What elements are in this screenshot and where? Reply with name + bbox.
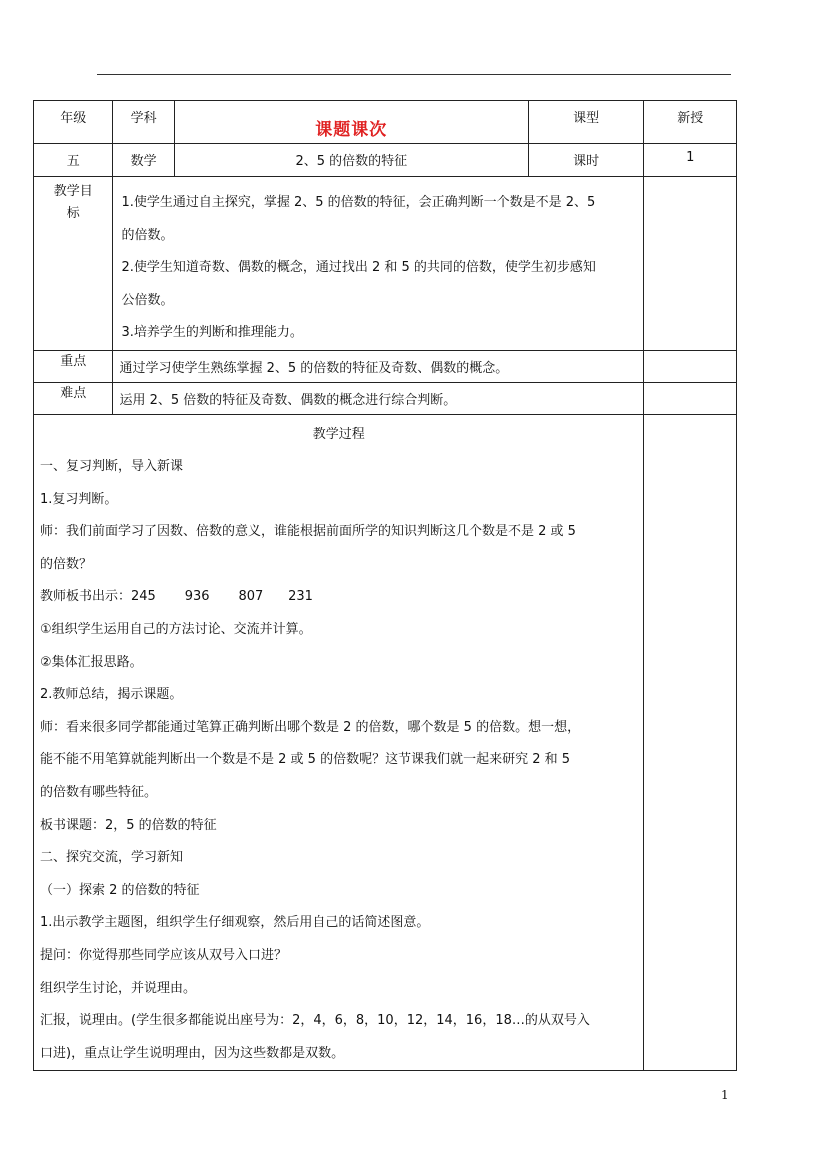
key-text-cell	[113, 350, 644, 382]
type-value: 新授	[677, 111, 704, 126]
diff-label-cell	[34, 382, 113, 414]
hours-label: 课时	[573, 154, 600, 169]
process-line: 的倍数有哪些特征。	[40, 785, 158, 801]
grade-label-cell	[34, 101, 113, 144]
difficulty-label: 难点	[60, 385, 87, 401]
process-line: （一）探索 2 的倍数的特征	[40, 882, 200, 898]
key-point-text: 通过学习使学生熟练掌握 2、5 的倍数的特征及奇数、偶数的概念。	[119, 360, 509, 376]
topic-cell	[174, 144, 528, 177]
goals-side-cell	[644, 177, 737, 351]
process-content	[34, 415, 643, 1071]
page-number: 1	[721, 1088, 729, 1102]
topic-title-cell	[174, 101, 528, 144]
header-row	[34, 101, 737, 144]
grade-label: 年级	[60, 111, 87, 126]
key-label-cell	[34, 350, 113, 382]
diff-text-cell	[113, 382, 644, 414]
goals-text-cell	[113, 177, 644, 351]
goals-label-cell	[34, 177, 113, 351]
difficulty-text: 运用 2、5 倍数的特征及奇数、偶数的概念进行综合判断。	[119, 392, 457, 408]
key-point-row	[34, 350, 737, 382]
hours-cell	[644, 144, 737, 177]
process-line: 1.出示教学主题图，组织学生仔细观察，然后用自己的话简述图意。	[40, 915, 430, 931]
type-value-cell	[644, 101, 737, 144]
process-line: ②集体汇报思路。	[40, 654, 143, 670]
hours-value: 1	[686, 150, 695, 165]
grade-value: 五	[66, 154, 80, 169]
process-line: 汇报，说理由。(学生很多都能说出座号为：2，4，6，8，10，12，14，16，18…的从双号入	[40, 1013, 590, 1029]
process-line: 二、探究交流，学习新知	[40, 850, 184, 866]
process-line: 1.复习判断。	[40, 491, 118, 507]
info-row	[34, 144, 737, 177]
process-cell	[34, 414, 644, 1071]
process-line: 师：我们前面学习了因数、倍数的意义，谁能根据前面所学的知识判断这几个数是不是 2 或 5	[40, 524, 576, 540]
process-line: 的倍数？	[40, 556, 93, 572]
goal-line: 3.培养学生的判断和推理能力。	[121, 325, 303, 340]
subject-label: 学科	[130, 111, 157, 126]
goal-line: 2.使学生知道奇数、偶数的概念，通过找出 2 和 5 的共同的倍数，使学生初步感知	[121, 260, 596, 275]
difficulty-row	[34, 382, 737, 414]
diff-side-cell	[644, 382, 737, 414]
subject-value: 数学	[130, 154, 157, 169]
process-line: 能不能不用笔算就能判断出一个数是不是 2 或 5 的倍数呢？这节课我们就一起来研究 2 和 5	[40, 752, 571, 768]
process-line: 2.教师总结，揭示课题。	[40, 687, 183, 703]
type-label: 课型	[573, 111, 600, 126]
process-row	[34, 414, 737, 1071]
process-heading: 教学过程	[312, 426, 365, 442]
goals-label: 教学目标	[53, 184, 93, 221]
process-line: 板书课题：2，5 的倍数的特征	[40, 817, 217, 833]
goals-list	[113, 177, 643, 350]
subject-label-cell	[113, 101, 174, 144]
process-line: 师：看来很多同学都能通过笔算正确判断出哪个数是 2 的倍数，哪个数是 5 的倍数。想一想，	[40, 719, 581, 735]
process-line: 提问：你觉得那些同学应该从双号入口进？	[40, 948, 288, 963]
topic-value: 2、5 的倍数的特征	[295, 154, 408, 169]
topic-title: 课题课次	[315, 120, 388, 140]
lesson-plan-table	[33, 100, 737, 1071]
key-side-cell	[644, 350, 737, 382]
process-line: 口进)，重点让学生说明理由，因为这些数都是双数。	[40, 1045, 345, 1061]
header-rule	[97, 74, 731, 75]
subject-cell	[113, 144, 174, 177]
key-point-label: 重点	[60, 353, 87, 369]
goal-line: 的倍数。	[121, 227, 174, 243]
process-line: ①组织学生运用自己的方法讨论、交流并计算。	[40, 622, 312, 638]
process-line: 一、复习判断，导入新课	[40, 459, 184, 475]
process-side-cell	[644, 414, 737, 1071]
grade-cell	[34, 144, 113, 177]
process-line: 组织学生讨论，并说理由。	[40, 980, 197, 996]
goal-line: 公倍数。	[121, 292, 174, 308]
goals-row	[34, 177, 737, 351]
goal-line: 1.使学生通过自主探究，掌握 2、5 的倍数的特征，会正确判断一个数是不是 2、5	[121, 195, 596, 210]
process-line: 教师板书出示：245 936 807 231	[40, 589, 313, 605]
hours-label-cell	[528, 144, 644, 177]
type-label-cell	[528, 101, 644, 144]
